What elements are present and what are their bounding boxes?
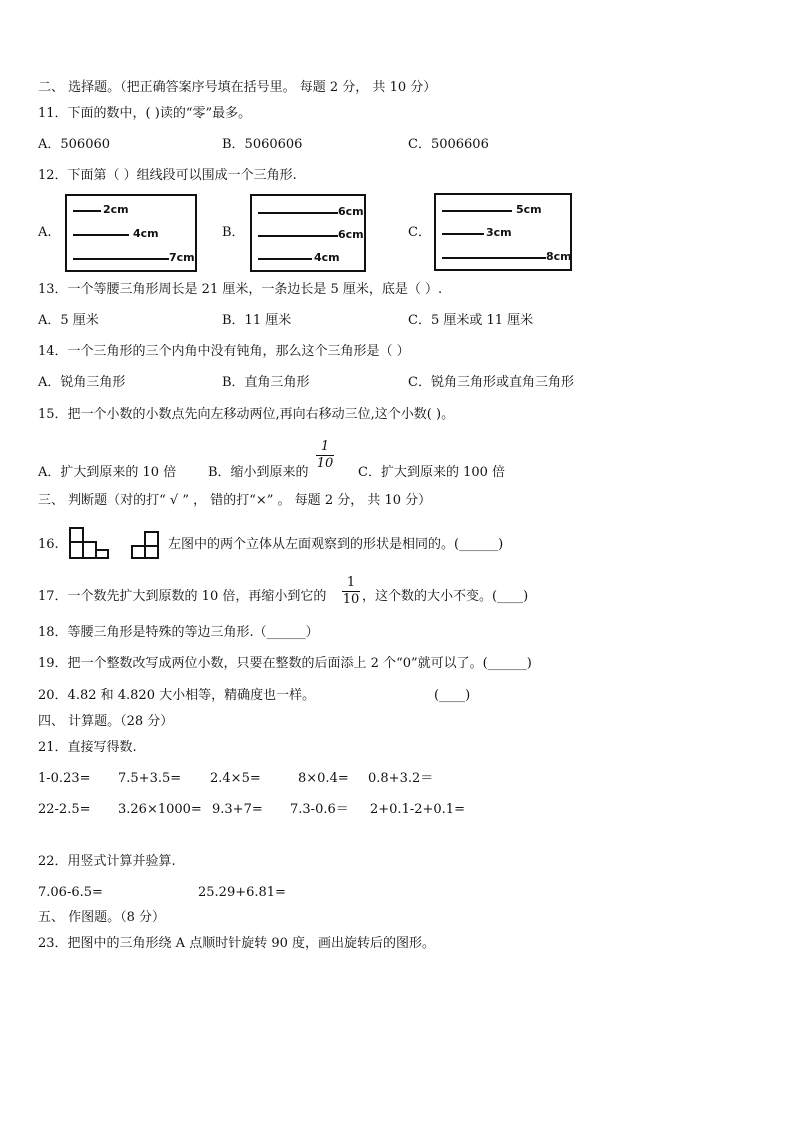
cube (70, 542, 83, 558)
segment-label: 4cm (133, 227, 159, 240)
calc-item: 8×0.4= (298, 771, 349, 786)
segment-label: 8cm (546, 250, 572, 263)
q11-option-c: C．5006606 (408, 137, 489, 152)
segment-label: 2cm (103, 203, 129, 216)
segment (73, 234, 129, 236)
q15-stem: 15．把一个小数的小数点先向左移动两位,再向右移动三位,这个小数( )。 (38, 407, 455, 422)
q23-text: 23．把图中的三角形绕 A 点顺时针旋转 90 度，画出旋转后的图形。 (38, 936, 436, 951)
segment-label: 5cm (516, 203, 542, 216)
q14-option-a: A．锐角三角形 (38, 375, 126, 390)
q21-stem: 21．直接写得数. (38, 740, 137, 755)
calc-item: 2.4×5= (210, 771, 261, 786)
q13-option-b: B．11 厘米 (222, 313, 292, 328)
segment (442, 210, 512, 212)
cube (145, 546, 158, 558)
calc-item: 9.3+7= (212, 802, 263, 817)
q22-stem: 22．用竖式计算并验算. (38, 854, 176, 869)
q12-option-b-label: B． (222, 225, 245, 240)
q17-text-pre: 17．一个数先扩大到原数的 10 倍，再缩小到它的 (38, 589, 327, 604)
q15-option-a: A．扩大到原来的 10 倍 (38, 465, 177, 480)
q15-fraction (316, 440, 334, 471)
q11-stem: 11．下面的数中，( )读的“零”最多。 (38, 106, 252, 121)
q13-option-a: A．5 厘米 (38, 313, 99, 328)
q20-answer-blank: (____) (434, 688, 471, 703)
cube (96, 550, 108, 558)
fraction-denominator: 10 (316, 456, 334, 471)
segment (442, 257, 546, 259)
q13-option-c: C．5 厘米或 11 厘米 (408, 313, 534, 328)
q13-stem: 13．一个等腰三角形周长是 21 厘米，一条边长是 5 厘米，底是（ ）. (38, 282, 443, 297)
segment (258, 258, 312, 260)
q16-cube-figure (68, 524, 168, 562)
q17-text-post: ，这个数的大小不变。(____) (362, 589, 529, 604)
cube (145, 532, 158, 546)
segment (442, 233, 484, 235)
q16-number: 16. (38, 537, 59, 552)
fraction-numerator: 1 (346, 575, 356, 590)
q20-text: 20．4.82 和 4.820 大小相等，精确度也一样。 (38, 688, 316, 703)
fraction-numerator: 1 (320, 439, 330, 454)
cube (70, 528, 83, 542)
q17-fraction (342, 576, 360, 607)
cube (132, 546, 145, 558)
segment-label: 7cm (169, 251, 195, 264)
segment-label: 4cm (314, 251, 340, 264)
q11-option-a: A．506060 (38, 137, 111, 152)
q19-text: 19．把一个整数改写成两位小数，只要在整数的后面添上 2 个“0”就可以了。(______) (38, 656, 532, 671)
q12-option-a-label: A. (38, 225, 52, 240)
segment-label: 6cm (338, 205, 364, 218)
q16-text: 左图中的两个立体从左面观察到的形状是相同的。(______) (168, 537, 504, 552)
segment (258, 212, 338, 214)
q14-option-b: B．直角三角形 (222, 375, 310, 390)
q12-figure-b (250, 194, 366, 272)
segment (258, 235, 338, 237)
fraction-denominator: 10 (342, 592, 360, 607)
q11-option-b: B．5060606 (222, 137, 303, 152)
calc-item: 22-2.5= (38, 802, 91, 817)
q15-option-b: B．缩小到原来的 (208, 465, 309, 480)
section-4-title: 四、 计算题。（28 分） (38, 714, 174, 729)
q12-option-c-label: C． (408, 225, 431, 240)
calc-item: 1-0.23= (38, 771, 91, 786)
section-2-title: 二、 选择题。（把正确答案序号填在括号里。 每题 2 分， 共 10 分） (38, 80, 437, 95)
segment-label: 3cm (486, 226, 512, 239)
calc-item: 3.26×1000= (118, 802, 202, 817)
q14-option-c: C．锐角三角形或直角三角形 (408, 375, 574, 390)
q12-figure-a (65, 194, 197, 272)
calc-item: 7.5+3.5= (118, 771, 182, 786)
q12-stem: 12．下面第（ ）组线段可以围成一个三角形. (38, 168, 297, 183)
segment-label: 6cm (338, 228, 364, 241)
q12-figure-c (434, 193, 572, 271)
section-3-title: 三、 判断题（对的打“ √ ” ， 错的打“×” 。 每题 2 分， 共 10 分） (38, 493, 432, 508)
calc-item: 7.06-6.5= (38, 885, 103, 900)
segment (73, 210, 101, 212)
q18-text: 18．等腰三角形是特殊的等边三角形.（______） (38, 625, 319, 640)
q14-stem: 14．一个三角形的三个内角中没有钝角，那么这个三角形是（ ） (38, 344, 410, 359)
section-5-title: 五、 作图题。（8 分） (38, 910, 166, 925)
calc-item: 25.29+6.81= (198, 885, 286, 900)
calc-item: 2+0.1-2+0.1= (370, 802, 465, 817)
cube (83, 542, 96, 558)
calc-item: 7.3-0.6＝ (290, 802, 349, 817)
q15-option-c: C．扩大到原来的 100 倍 (358, 465, 506, 480)
segment (73, 258, 169, 260)
calc-item: 0.8+3.2＝ (368, 771, 434, 786)
